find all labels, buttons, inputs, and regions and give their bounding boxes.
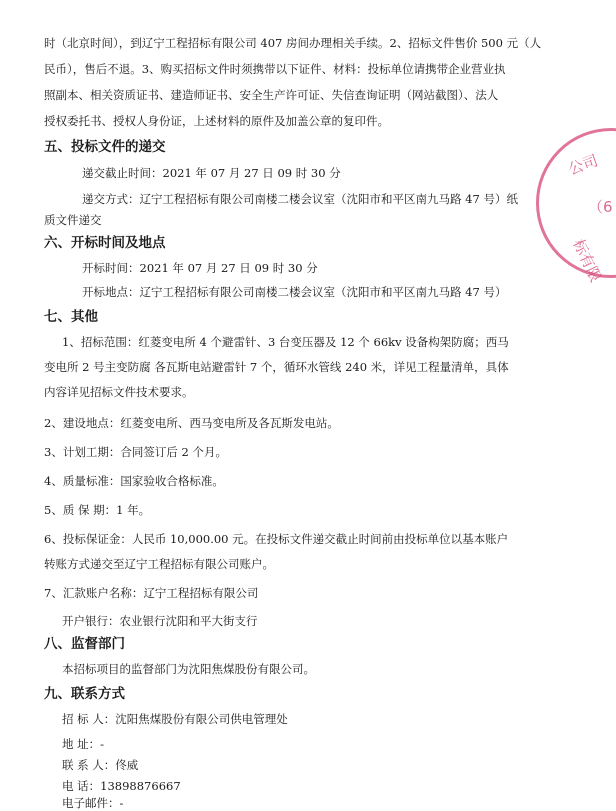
- planned-duration: 3、计划工期：合同签订后 2 个月。: [44, 445, 227, 459]
- intro-line-4: 授权委托书、授权人身份证，上述材料的原件及加盖公章的复印件。: [44, 114, 389, 128]
- stamp-text-2: 标有限: [569, 236, 605, 285]
- section8-heading: 八、监督部门: [44, 636, 125, 652]
- stamp-text-3: （6: [588, 198, 613, 216]
- phone: 电 话：13898876667: [62, 779, 181, 793]
- opening-place: 开标地点：辽宁工程招标有限公司南楼二楼会议室（沈阳市和平区南九马路 47 号）: [82, 285, 507, 299]
- email: 电子邮件：-: [62, 796, 124, 810]
- intro-line-2: 民币），售后不退。3、购买招标文件时须携带以下证件、材料：投标单位请携带企业营业执: [44, 62, 506, 76]
- quality-standard: 4、质量标准：国家验收合格标准。: [44, 474, 224, 488]
- remittance-account-name: 7、汇款账户名称：辽宁工程招标有限公司: [44, 586, 259, 600]
- section5-heading: 五、投标文件的递交: [44, 139, 166, 155]
- intro-line-3: 照副本、相关资质证书、建造师证书、安全生产许可证、失信查询证明（网站截图）、法人: [44, 88, 499, 102]
- stamp-text-1: 公司: [565, 151, 601, 179]
- bid-bond-line-1: 6、投标保证金：人民币 10,000.00 元。在投标文件递交截止时间前由投标单位以基本账户: [44, 532, 509, 546]
- scope-line-1: 1、招标范围：红菱变电所 4 个避雷针、3 台变压器及 12 个 66kv 设备构架防腐；西马: [62, 335, 509, 349]
- submission-method-line-2: 质文件递交: [44, 213, 102, 227]
- warranty-period: 5、质 保 期：1 年。: [44, 503, 151, 517]
- section9-heading: 九、联系方式: [44, 686, 125, 702]
- supervision-text: 本招标项目的监督部门为沈阳焦煤股份有限公司。: [62, 662, 315, 676]
- section6-heading: 六、开标时间及地点: [44, 235, 166, 251]
- address: 地 址：-: [62, 737, 105, 751]
- scope-line-3: 内容详见招标文件技术要求。: [44, 385, 194, 399]
- construction-site: 2、建设地点：红菱变电所、西马变电所及各瓦斯发电站。: [44, 416, 339, 430]
- submission-method-line-1: 递交方式：辽宁工程招标有限公司南楼二楼会议室（沈阳市和平区南九马路 47 号）纸: [82, 192, 518, 206]
- tenderer: 招 标 人：沈阳焦煤股份有限公司供电管理处: [62, 712, 288, 726]
- contact-person: 联 系 人：佟威: [62, 758, 139, 772]
- opening-time: 开标时间：2021 年 07 月 27 日 09 时 30 分: [82, 261, 318, 275]
- bid-bond-line-2: 转账方式递交至辽宁工程招标有限公司账户。: [44, 557, 274, 571]
- intro-line-1: 时（北京时间），到辽宁工程招标有限公司 407 房间办理相关手续。2、招标文件售价 500 元（人: [44, 36, 542, 50]
- opening-bank: 开户银行：农业银行沈阳和平大街支行: [62, 614, 258, 628]
- scope-line-2: 变电所 2 号主变防腐 各瓦斯电站避雷针 7 个，循环水管线 240 米，详见工程量清单，具体: [44, 360, 509, 374]
- section7-heading: 七、其他: [44, 309, 98, 325]
- submission-deadline: 递交截止时间：2021 年 07 月 27 日 09 时 30 分: [82, 166, 341, 180]
